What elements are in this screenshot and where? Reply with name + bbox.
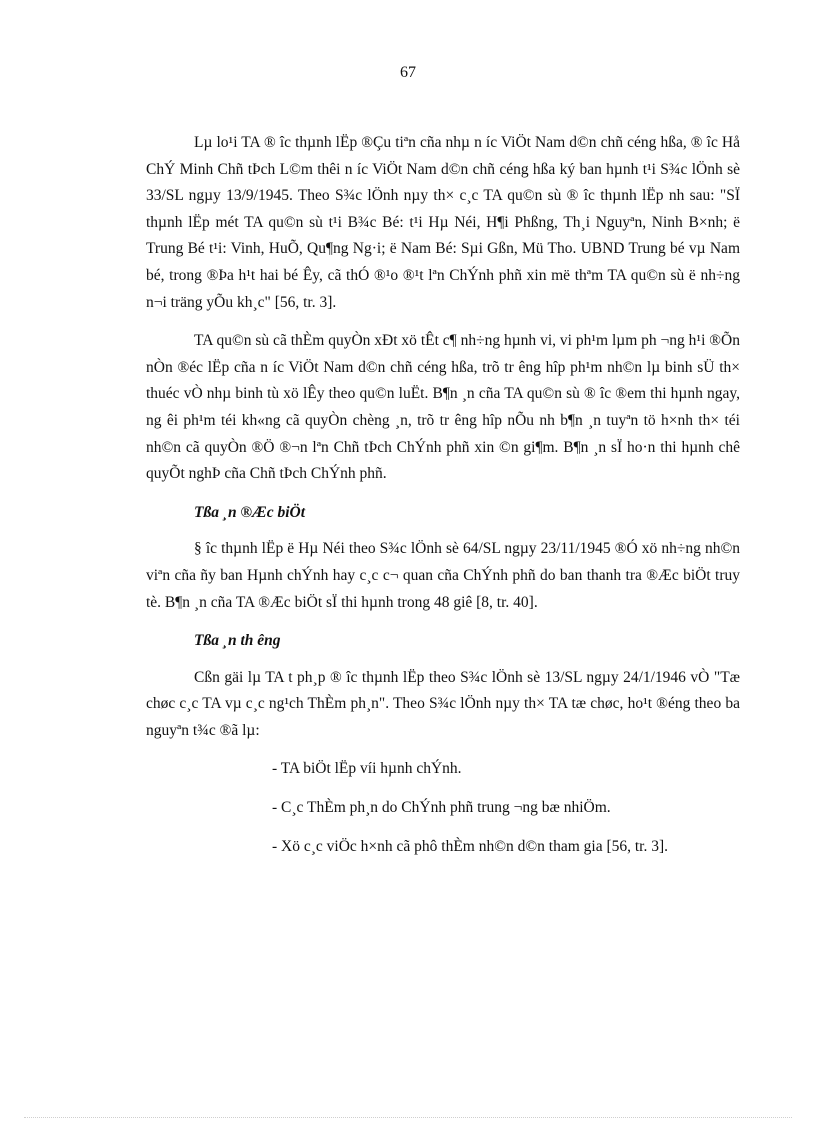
list-item: - TA biÖt lËp víi hµnh chÝnh. bbox=[272, 760, 462, 778]
paragraph-intro: Lµ lo¹i TA ® îc thµnh lËp ®Çu tiªn cña nhµ n íc ViÖt Nam d©n chñ céng hßa, ® îc Hå ChÝ Minh Chñ tÞch L©m thêi n íc ViÖt Nam d©n chñ céng hßa ký ban hµnh t¹i S¾c lÖnh sè 33/SL ngµy 13/9/1945. Theo S¾c lÖnh nµy th× c¸c TA qu©n sù ® îc thµnh lËp nh sau: "SÏ thµnh lËp mét TA qu©n sù t¹i B¾c Bé: t¹i Hµ Néi, H¶i Phßng, Th¸i Nguyªn, Ninh B×nh; ë Trung Bé t¹i: Vinh, HuÕ, Qu¶ng Ng·i; ë Nam Bé: Sµi Gßn, Mü Tho. UBND Trung bé vµ Nam bé, trong ®Þa h¹t hai bé Êy, cã thÓ ®¹o ®¹t lªn ChÝnh phñ xin më thªm TA qu©n sù ë nh÷ng n¬i träng yÕu kh¸c" [56, tr. 3]. bbox=[146, 134, 740, 311]
paragraph-jurisdiction: TA qu©n sù cã thÈm quyÒn xÐt xö tÊt c¶ nh÷ng hµnh vi, vi ph¹m lµm ph ¬ng h¹i ®Õn nÒn ®éc lËp cña n íc ViÖt Nam d©n chñ céng hßa, trõ tr êng hîp ph¹m nh©n lµ binh sÜ th× thuéc vÒ nhµ binh tù xö lÊy theo qu©n luËt. B¶n ¸n cña TA qu©n sù ® îc ®em thi hµnh ngay, ng êi ph¹m téi kh«ng cã quyÒn chèng ¸n, trõ tr êng hîp nÕu nh b¶n ¸n tuyªn tö h×nh th× téi nh©n cã quyÒn ®Ö ®¬n lªn Chñ tÞch ChÝnh phñ xin ©n gi¶m. B¶n ¸n sÏ ho·n thi hµnh chê quyÕt nghÞ cña Chñ tÞch ChÝnh phñ. bbox=[146, 332, 740, 483]
page-number: 67 bbox=[400, 64, 416, 81]
list-item: - C¸c ThÈm ph¸n do ChÝnh phñ trung ¬ng bæ nhiÖm. bbox=[272, 799, 611, 817]
page-bottom-divider bbox=[24, 1117, 792, 1118]
section-heading-regular-court: Tßa ¸n th êng bbox=[194, 632, 281, 650]
paragraph-special-court: § îc thµnh lËp ë Hµ Néi theo S¾c lÖnh sè 64/SL ngµy 23/11/1945 ®Ó xö nh÷ng nh©n viªn cña ñy ban Hµnh chÝnh hay c¸c c¬ quan cña ChÝnh phñ do ban thanh tra ®Æc biÖt truy tè. B¶n ¸n cña TA ®Æc biÖt sÏ thi hµnh trong 48 giê [8, tr. 40]. bbox=[146, 540, 740, 611]
list-item: - Xö c¸c viÖc h×nh cã phô thÈm nh©n d©n tham gia [56, tr. 3]. bbox=[272, 837, 669, 855]
document-body bbox=[146, 130, 740, 872]
paragraph-regular-court: Cßn gäi lµ TA t ph¸p ® îc thµnh lËp theo S¾c lÖnh sè 13/SL ngµy 24/1/1946 vÒ "Tæ chøc c¸c TA vµ c¸c ng¹ch ThÈm ph¸n". Theo S¾c lÖnh nµy th× TA tæ chøc, ho¹t ®éng theo ba nguyªn t¾c ®ã lµ: bbox=[146, 668, 740, 739]
section-heading-special-court: Tßa ¸n ®Æc biÖt bbox=[194, 503, 306, 521]
